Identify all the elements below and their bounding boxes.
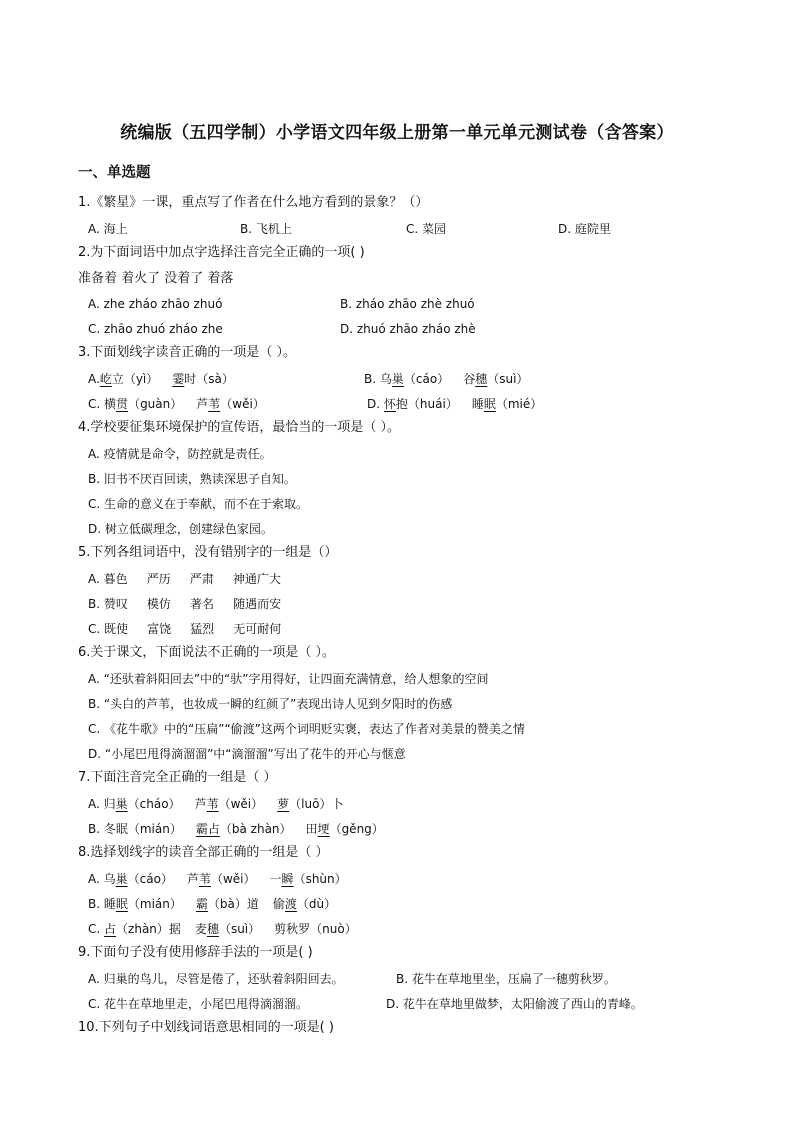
option-text: A. 归 — [88, 797, 116, 811]
option-text: （zhàn）据 — [116, 922, 181, 936]
question-5-stem: 5.下列各组词语中，没有错别字的一组是（） — [78, 545, 338, 560]
question-10-stem: 10.下列句子中划线词语意思相同的一项是( ) — [78, 1020, 334, 1035]
option-text: A. 乌 — [88, 872, 116, 886]
page-title: 统编版（五四学制）小学语文四年级上册第一单元单元测试卷（含答案） — [120, 123, 674, 143]
option-text: 乌 — [379, 372, 392, 386]
question-9-option-d[interactable]: D. 花牛在草地里做梦，太阳偷渡了西山的青峰。 — [386, 997, 643, 1011]
underlined-char: 霎 — [172, 372, 185, 386]
question-2-option-d[interactable]: D. zhuó zhāo zháo zhè — [340, 322, 476, 336]
underlined-char: 苇 — [198, 872, 211, 886]
option-text: （gěng） — [329, 822, 384, 836]
option-text: 抱 — [395, 397, 408, 411]
option-text: B. 睡 — [88, 897, 116, 911]
option-text: （bà zhàn） — [219, 822, 292, 836]
underlined-char: 巢 — [391, 372, 404, 386]
question-1-option-d[interactable]: D. 庭院里 — [558, 222, 611, 236]
question-2-option-c[interactable]: C. zhāo zhuó zháo zhe — [88, 322, 223, 336]
underlined-char: 穗 — [475, 372, 488, 386]
question-6-option-a[interactable]: A. “还驮着斜阳回去”中的“驮”字用得好，让四面充满情意，给人想象的空间 — [88, 672, 489, 686]
option-text: （luō）卜 — [289, 797, 344, 811]
question-4-option-d[interactable]: D. 树立低碳理念，创建绿色家园。 — [88, 522, 273, 536]
question-2-stem: 2.为下面词语中加点字选择注音完全正确的一项( ) — [78, 245, 365, 260]
option-text: （guàn） — [128, 397, 183, 411]
underlined-char: 怀 — [383, 397, 396, 411]
underlined-char: 苇 — [206, 797, 219, 811]
option-text: （bà）道 — [207, 897, 259, 911]
underlined-char: 眠 — [483, 397, 496, 411]
option-letter: B. — [364, 372, 377, 386]
option-text: 立（yì） — [111, 372, 159, 386]
underlined-char: 埂 — [317, 822, 330, 836]
question-8-option-a[interactable] — [88, 870, 347, 888]
question-9-option-b[interactable]: B. 花牛在草地里坐，压扁了一穗剪秋罗。 — [396, 972, 616, 986]
question-4-option-b[interactable]: B. 旧书不厌百回读，熟读深思子自知。 — [88, 472, 296, 486]
option-text: 剪秋罗（nuò） — [274, 922, 357, 936]
option-letter: A. — [88, 372, 100, 386]
underlined-char: 苇 — [208, 397, 221, 411]
underlined-char: 萝 — [277, 797, 290, 811]
question-4-stem: 4.学校要征集环境保护的宣传语，最恰当的一项是（ ）。 — [78, 420, 401, 435]
option-text: 一 — [269, 872, 282, 886]
option-text: 时（sà） — [184, 372, 234, 386]
question-3-option-a[interactable] — [88, 370, 234, 388]
underlined-char: 占 — [104, 922, 117, 936]
question-6-stem: 6.关于课文，下面说法不正确的一项是（ ）。 — [78, 645, 336, 660]
option-text: （mián） — [127, 897, 182, 911]
question-2-option-a[interactable]: A. zhe zháo zhāo zhuó — [88, 297, 223, 311]
underlined-char: 屹 — [99, 372, 112, 386]
option-text: （mié） — [495, 397, 543, 411]
underlined-char: 渡 — [284, 897, 297, 911]
option-text: 谷 — [463, 372, 476, 386]
question-7-option-b[interactable] — [88, 820, 384, 838]
option-text: 睡 — [471, 397, 484, 411]
question-3-stem: 3.下面划线字读音正确的一项是（ ）。 — [78, 345, 297, 360]
question-2-words: 准备着 着火了 没着了 着落 — [78, 271, 234, 286]
question-9-option-a[interactable]: A. 归巢的鸟儿，尽管是倦了，还驮着斜阳回去。 — [88, 972, 344, 986]
question-5-option-a[interactable]: A. 暮色 严历 严肃 神通广大 — [88, 572, 281, 586]
underlined-char: 霸 — [195, 897, 208, 911]
question-1-option-b[interactable]: B. 飞机上 — [240, 222, 292, 236]
question-2-option-b[interactable]: B. zháo zhāo zhè zhuó — [340, 297, 475, 311]
option-text: 横 — [104, 397, 117, 411]
question-7-stem: 7.下面注音完全正确的一组是（ ） — [78, 770, 277, 785]
question-3-option-d[interactable] — [367, 395, 542, 413]
option-text: （shùn） — [293, 872, 347, 886]
option-text: （suì） — [487, 372, 529, 386]
underlined-char: 巢 — [115, 797, 128, 811]
question-9-stem: 9.下面句子没有使用修辞手法的一项是( ) — [78, 945, 313, 960]
option-text: 芦 — [196, 397, 209, 411]
underlined-char: 穗 — [206, 922, 219, 936]
question-6-option-c[interactable]: C. 《花牛歌》中的“压扁”“偷渡”这两个词明贬实褒，表达了作者对美景的赞美之情 — [88, 722, 525, 736]
question-1-option-c[interactable]: C. 菜园 — [406, 222, 447, 236]
question-4-option-a[interactable]: A. 疫情就是命令，防控就是责任。 — [88, 447, 272, 461]
question-3-option-b[interactable] — [364, 370, 528, 388]
option-text: （cáo） — [127, 872, 173, 886]
option-text: （huái） — [407, 397, 458, 411]
question-8-option-b[interactable] — [88, 895, 336, 913]
option-text: （wěi） — [218, 797, 264, 811]
question-8-option-c[interactable] — [88, 920, 357, 938]
option-letter: D. — [367, 397, 381, 411]
option-text: 芦 — [194, 797, 207, 811]
option-text: （cháo） — [127, 797, 181, 811]
option-text: B. 冬眠（mián） — [88, 822, 182, 836]
option-text: （dù） — [296, 897, 337, 911]
option-text: 芦 — [186, 872, 199, 886]
option-text: （wěi） — [220, 397, 265, 411]
option-text: （cáo） — [403, 372, 450, 386]
question-1-option-a[interactable]: A. 海上 — [88, 222, 128, 236]
question-6-option-b[interactable]: B. “头白的芦苇，也妆成一瞬的红颜了”表现出诗人见到夕阳时的伤感 — [88, 697, 453, 711]
option-text: 偷 — [272, 897, 285, 911]
underlined-char: 巢 — [115, 872, 128, 886]
underlined-char: 贯 — [116, 397, 129, 411]
section-heading: 一、单选题 — [78, 165, 151, 181]
option-text: 田 — [305, 822, 318, 836]
question-5-option-c[interactable]: C. 既使 富饶 猛烈 无可耐何 — [88, 622, 282, 636]
option-text: C. — [88, 922, 101, 936]
question-4-option-c[interactable]: C. 生命的意义在于奉献，而不在于索取。 — [88, 497, 309, 511]
question-5-option-b[interactable]: B. 赞叹 模仿 著名 随遇而安 — [88, 597, 282, 611]
question-3-option-c[interactable] — [88, 395, 265, 413]
option-text: 麦 — [194, 922, 207, 936]
underlined-char: 眠 — [115, 897, 128, 911]
question-1-stem: 1.《繁星》一课，重点写了作者在什么地方看到的景象？（） — [78, 195, 429, 210]
option-text: （wěi） — [210, 872, 256, 886]
option-letter: C. — [88, 397, 101, 411]
question-7-option-a[interactable] — [88, 795, 343, 813]
underlined-char: 瞬 — [281, 872, 294, 886]
question-9-option-c[interactable]: C. 花牛在草地里走，小尾巴甩得滴溜溜。 — [88, 997, 309, 1011]
question-6-option-d[interactable]: D. “小尾巴甩得滴溜溜”中“滴溜溜”写出了花牛的开心与惬意 — [88, 747, 406, 761]
option-text: （suì） — [218, 922, 261, 936]
question-8-stem: 8.选择划线字的读音全部正确的一组是（ ） — [78, 845, 329, 860]
underlined-char: 霸占 — [195, 822, 220, 836]
